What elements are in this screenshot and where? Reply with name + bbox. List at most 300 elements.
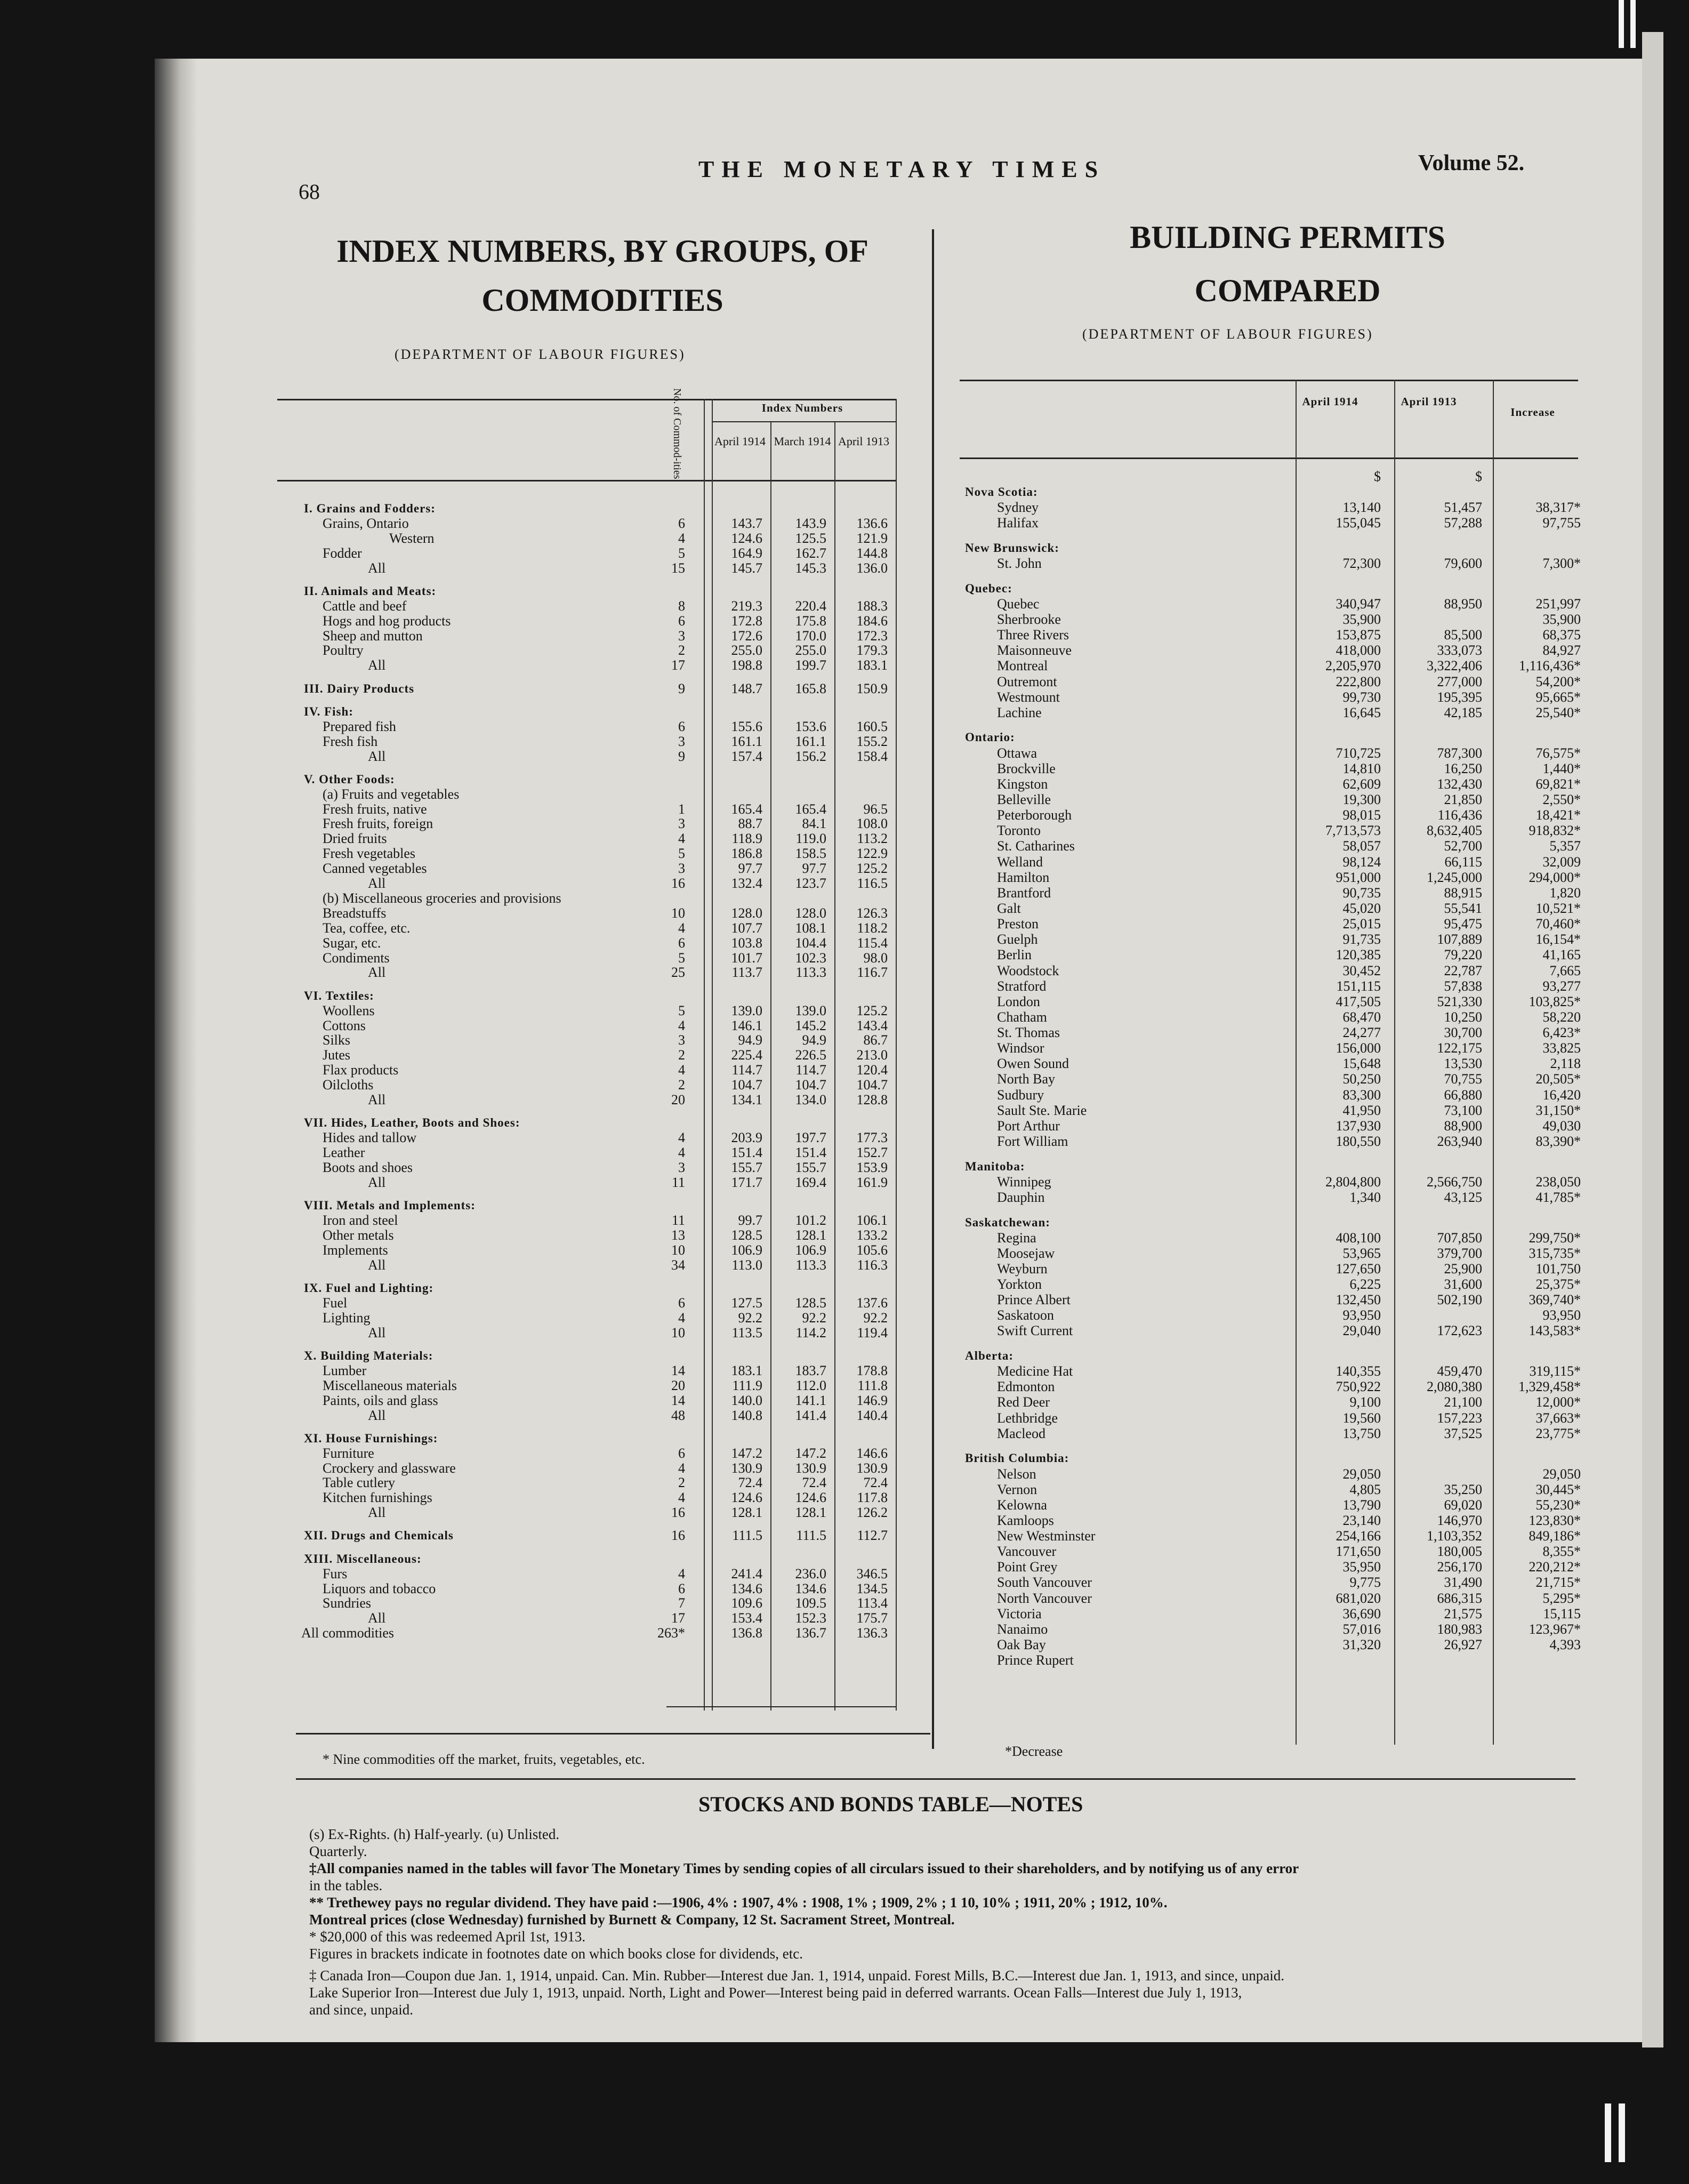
march-1914-cell: 183.7 — [795, 1362, 826, 1378]
april-1914-cell: 35,950 — [1342, 1559, 1381, 1575]
april-1914-cell: 13,140 — [1342, 500, 1381, 516]
april-1914-cell: 128.0 — [731, 905, 762, 921]
table-row — [0, 994, 1689, 1009]
april-1913-cell: 95,475 — [1444, 916, 1482, 932]
table-row — [0, 612, 1689, 627]
april-1914-cell: 53,965 — [1342, 1245, 1381, 1261]
note-line: * $20,000 of this was redeemed April 1st, 1913. — [309, 1929, 586, 1945]
april-1913-cell: 116.7 — [857, 965, 888, 981]
row-label: All — [368, 1325, 386, 1340]
april-1913-cell: 1,245,000 — [1427, 869, 1482, 885]
row-label: Peterborough — [997, 808, 1072, 823]
april-1914-cell: 186.8 — [731, 846, 762, 862]
april-1913-cell: 57,838 — [1444, 978, 1482, 994]
april-1914-cell: 93,950 — [1342, 1307, 1381, 1323]
increase-cell: 69,821* — [1535, 776, 1581, 792]
april-1913-cell: 16,250 — [1444, 760, 1482, 776]
increase-cell: 15,115 — [1543, 1605, 1581, 1621]
table-row — [0, 1607, 1689, 1621]
april-1913-cell: 137.6 — [856, 1295, 888, 1311]
table-row — [0, 777, 1689, 792]
april-1914-cell: 9,100 — [1349, 1394, 1381, 1410]
row-label: IX. Fuel and Lighting: — [304, 1281, 434, 1295]
row-label: Sherbrooke — [997, 612, 1061, 628]
row-label: Lethbridge — [997, 1410, 1058, 1426]
march-1914-cell: 151.4 — [795, 1145, 826, 1161]
march-1914-cell: 226.5 — [795, 1047, 826, 1063]
table-row — [0, 469, 1689, 484]
count-cell: 4 — [678, 1130, 685, 1146]
col-header-increase: Increase — [1510, 406, 1555, 419]
april-1913-cell: 21,850 — [1444, 792, 1482, 808]
march-1914-cell: 134.6 — [795, 1580, 826, 1596]
note-line: ‡ Canada Iron—Coupon due Jan. 1, 1914, unpaid. Can. Min. Rubber—Interest due Jan. 1, 1914, unpaid. Forest Mills, B.C.—Interest due Jan. 1, 1913, and since, unpaid. — [309, 1968, 1284, 1984]
april-1913-cell: 152.7 — [856, 1145, 888, 1161]
april-1914-cell: 750,922 — [1336, 1379, 1381, 1395]
table-row — [0, 1134, 1689, 1149]
march-1914-cell: 112.0 — [795, 1377, 826, 1393]
count-cell: 7 — [678, 1595, 685, 1611]
row-label: (b) Miscellaneous groceries and provisions — [323, 890, 561, 906]
april-1913-cell: 180,005 — [1437, 1544, 1482, 1560]
march-1914-cell: 139.0 — [795, 1002, 826, 1018]
note-line: and since, unpaid. — [309, 2002, 413, 2018]
row-label: Sudbury — [997, 1087, 1044, 1103]
april-1913-cell: 157,223 — [1437, 1410, 1482, 1426]
table-row — [0, 1103, 1689, 1118]
increase-cell: 4,393 — [1549, 1637, 1581, 1652]
march-1914-cell: 72.4 — [802, 1475, 826, 1491]
increase-cell: 25,375* — [1535, 1276, 1581, 1292]
april-1914-cell: 132,450 — [1336, 1292, 1381, 1308]
count-cell: 4 — [678, 1565, 685, 1581]
row-label: Regina — [997, 1230, 1036, 1246]
table-row — [0, 1262, 1689, 1276]
april-1914-cell: 83,300 — [1342, 1087, 1381, 1103]
march-1914-cell: 143.9 — [795, 515, 826, 531]
increase-cell: 38,317* — [1535, 500, 1581, 516]
april-1914-cell: 98,124 — [1342, 854, 1381, 870]
table-row — [0, 541, 1689, 556]
count-cell: 20 — [671, 1092, 685, 1108]
row-label: Fresh fish — [323, 734, 378, 749]
increase-cell: 319,115* — [1529, 1363, 1581, 1379]
row-label: Three Rivers — [997, 628, 1069, 643]
april-1913-cell: 55,541 — [1444, 900, 1482, 916]
increase-cell: 41,165 — [1542, 947, 1581, 963]
april-1914-cell: 151.4 — [731, 1145, 762, 1161]
april-1913-cell: 277,000 — [1437, 673, 1482, 689]
april-1913-cell: 10,250 — [1444, 1009, 1482, 1025]
row-label: Crockery and glassware — [323, 1460, 456, 1476]
march-1914-cell: 128.5 — [795, 1295, 826, 1311]
row-label: VIII. Metals and Implements: — [304, 1199, 476, 1213]
count-cell: 6 — [678, 1295, 685, 1311]
note-line: (s) Ex-Rights. (h) Half-yearly. (u) Unlisted. — [309, 1826, 560, 1842]
count-cell: 3 — [678, 733, 685, 749]
row-label: Fort William — [997, 1134, 1068, 1149]
april-1914-cell: 219.3 — [731, 598, 762, 614]
march-1914-cell: 104.7 — [795, 1077, 826, 1093]
row-label: Moosejaw — [997, 1246, 1055, 1261]
march-1914-cell: 141.4 — [795, 1407, 826, 1423]
row-label: Hogs and hog products — [323, 613, 451, 629]
row-label: Brantford — [997, 885, 1051, 901]
count-cell: 14 — [671, 1392, 685, 1408]
row-label: Westmount — [997, 689, 1060, 705]
count-cell: 17 — [671, 657, 685, 673]
april-1913-cell: 146.6 — [856, 1445, 888, 1461]
increase-cell: 10,521* — [1535, 900, 1581, 916]
april-1914-cell: 130.9 — [731, 1460, 762, 1476]
count-cell: 3 — [678, 861, 685, 877]
april-1913-cell: 115.4 — [857, 935, 888, 951]
row-label: All — [368, 1175, 386, 1190]
table-row — [0, 675, 1689, 689]
april-1914-cell: 2,804,800 — [1325, 1174, 1381, 1190]
april-1914-cell: 155.6 — [731, 718, 762, 734]
april-1913-cell: 73,100 — [1444, 1102, 1482, 1118]
row-label: Galt — [997, 901, 1021, 916]
row-label: Windsor — [997, 1041, 1044, 1056]
april-1914-cell: 106.9 — [731, 1242, 762, 1258]
april-1913-cell: 126.3 — [856, 905, 888, 921]
april-1913-cell: 113.2 — [857, 831, 888, 847]
april-1913-cell: 70,755 — [1444, 1071, 1482, 1087]
march-1914-cell: 130.9 — [795, 1460, 826, 1476]
row-label: V. Other Foods: — [304, 772, 395, 786]
april-1914-cell: 31,320 — [1342, 1637, 1381, 1652]
march-1914-cell: 153.6 — [795, 718, 826, 734]
count-cell: 10 — [671, 1242, 685, 1258]
april-1914-cell: 171,650 — [1336, 1544, 1381, 1560]
count-cell: 1 — [678, 801, 685, 817]
row-label: Paints, oils and glass — [323, 1393, 438, 1408]
april-1913-cell: 346.5 — [856, 1565, 888, 1581]
april-1913-cell: 116,436 — [1437, 807, 1482, 823]
april-1913-cell: 111.8 — [857, 1377, 888, 1393]
april-1914-cell: 172.8 — [731, 613, 762, 629]
april-1913-cell: 133.2 — [856, 1227, 888, 1243]
april-1913-cell: 121.9 — [856, 530, 888, 546]
april-1914-cell: 14,810 — [1342, 760, 1381, 776]
april-1914-cell: 104.7 — [731, 1077, 762, 1093]
count-cell: 5 — [678, 1002, 685, 1018]
march-1914-cell: 114.2 — [795, 1324, 826, 1340]
row-label: Western — [389, 531, 435, 546]
table-row — [0, 808, 1689, 823]
table-row — [0, 628, 1689, 643]
count-cell: 3 — [678, 1159, 685, 1175]
table-row — [0, 839, 1689, 854]
row-label: Ottawa — [997, 745, 1037, 761]
april-1914-cell: 203.9 — [731, 1130, 762, 1146]
april-1913-cell: 136.3 — [856, 1625, 888, 1641]
increase-cell: 369,740* — [1529, 1292, 1581, 1308]
row-label: Outremont — [997, 674, 1057, 689]
april-1914-cell: 94.9 — [738, 1032, 762, 1048]
april-1914-cell: 145.7 — [731, 560, 762, 576]
april-1914-cell: 710,725 — [1336, 745, 1381, 761]
table-row — [0, 823, 1689, 838]
april-1913-cell: 8,632,405 — [1427, 823, 1482, 839]
table-row — [0, 1591, 1689, 1606]
table-row — [0, 1637, 1689, 1652]
table-row — [0, 500, 1689, 515]
increase-cell: 6,423* — [1542, 1025, 1581, 1041]
april-1913-cell: 79,600 — [1444, 556, 1482, 572]
row-label: Lumber — [323, 1363, 367, 1378]
count-cell: 20 — [671, 1377, 685, 1393]
table-row — [0, 1119, 1689, 1134]
april-1913-cell: 143.4 — [856, 1017, 888, 1033]
march-1914-cell: 147.2 — [795, 1445, 826, 1461]
table-row — [0, 597, 1689, 612]
count-cell: 16 — [671, 876, 685, 892]
march-1914-cell: 94.9 — [802, 1032, 826, 1048]
april-1913-cell: 116.5 — [857, 876, 888, 892]
march-1914-cell: 145.3 — [795, 560, 826, 576]
april-1914-cell: 19,300 — [1342, 792, 1381, 808]
row-label: All — [368, 560, 386, 576]
march-1914-cell: 220.4 — [795, 598, 826, 614]
row-label: Toronto — [997, 823, 1041, 839]
table-row — [0, 1575, 1689, 1590]
april-1913-cell: 119.4 — [857, 1324, 888, 1340]
march-1914-cell: 109.5 — [795, 1595, 826, 1611]
row-label: Leather — [323, 1145, 365, 1161]
april-1914-cell: 137,930 — [1336, 1118, 1381, 1134]
april-1914-cell: 30,452 — [1342, 962, 1381, 978]
row-label: Hides and tallow — [323, 1130, 417, 1146]
april-1914-cell: 134.1 — [731, 1092, 762, 1108]
table-row — [0, 643, 1689, 658]
row-label: Nanaimo — [997, 1621, 1048, 1637]
row-label: Weyburn — [997, 1261, 1048, 1276]
row-label: British Columbia: — [965, 1451, 1069, 1465]
col-header-april-1914: April 1914 — [714, 435, 766, 448]
table-row — [0, 516, 1689, 531]
table-row — [0, 1308, 1689, 1323]
april-1913-cell: 25,900 — [1444, 1260, 1482, 1276]
increase-cell: 8,355* — [1542, 1544, 1581, 1560]
table-row — [0, 979, 1689, 994]
increase-cell: 70,460* — [1535, 916, 1581, 932]
april-1913-cell: 51,457 — [1444, 500, 1482, 516]
march-1914-cell: 236.0 — [795, 1565, 826, 1581]
march-1914-cell: 108.1 — [795, 920, 826, 936]
increase-cell: 29,050 — [1542, 1466, 1581, 1482]
april-1914-cell: 340,947 — [1336, 596, 1381, 612]
count-cell: 6 — [678, 1445, 685, 1461]
april-1913-cell: 66,880 — [1444, 1087, 1482, 1103]
row-label: Flax products — [323, 1063, 399, 1078]
count-cell: 17 — [671, 1610, 685, 1626]
increase-cell: 251,997 — [1535, 596, 1581, 612]
increase-cell: 32,009 — [1542, 854, 1581, 870]
increase-cell: 101,750 — [1535, 1260, 1581, 1276]
table-row — [0, 1426, 1689, 1441]
april-1914-cell: 7,713,573 — [1325, 823, 1381, 839]
april-1913-cell: 52,700 — [1444, 838, 1482, 854]
april-1913-cell: 35,250 — [1444, 1481, 1482, 1497]
april-1913-cell: 72.4 — [863, 1475, 888, 1491]
row-label: Yorkton — [997, 1277, 1042, 1292]
march-1914-cell: 136.7 — [795, 1625, 826, 1641]
row-label: Hamilton — [997, 870, 1050, 885]
increase-cell: 5,357 — [1549, 838, 1581, 854]
count-cell: 14 — [671, 1362, 685, 1378]
table-row — [0, 581, 1689, 596]
april-1914-cell: 41,950 — [1342, 1102, 1381, 1118]
april-1914-cell: 19,560 — [1342, 1410, 1381, 1426]
april-1913-cell: 79,220 — [1444, 947, 1482, 963]
april-1914-cell: 156,000 — [1336, 1040, 1381, 1056]
april-1914-cell: 118.9 — [731, 831, 762, 847]
row-label: Condiments — [323, 950, 390, 966]
row-label: New Brunswick: — [965, 541, 1059, 555]
april-1914-cell: 58,057 — [1342, 838, 1381, 854]
count-cell: 263* — [657, 1625, 685, 1641]
table-row — [0, 948, 1689, 962]
april-1913-cell: 37,525 — [1444, 1425, 1482, 1441]
increase-cell: 33,825 — [1542, 1040, 1581, 1056]
table-row — [0, 1544, 1689, 1559]
row-label: Sault Ste. Marie — [997, 1103, 1087, 1118]
april-1914-cell: 153,875 — [1336, 627, 1381, 643]
table-row — [0, 1482, 1689, 1497]
march-1914-cell: 128.1 — [795, 1505, 826, 1521]
march-1914-cell: 134.0 — [795, 1092, 826, 1108]
row-label: Sheep and mutton — [323, 628, 423, 644]
count-cell: 2 — [678, 1077, 685, 1093]
count-cell: 10 — [671, 1324, 685, 1340]
row-label: All — [368, 658, 386, 673]
march-1914-cell: 113.3 — [795, 1257, 826, 1273]
april-1913-cell: 128.8 — [856, 1092, 888, 1108]
row-label: Jutes — [323, 1048, 350, 1063]
row-label: Dauphin — [997, 1190, 1045, 1205]
march-1914-cell: 113.3 — [795, 965, 826, 981]
april-1913-cell: 92.2 — [863, 1310, 888, 1326]
april-1913-cell: 88,915 — [1444, 885, 1482, 901]
col-header-count: No. of Commod-ities — [671, 388, 683, 479]
row-label: XIII. Miscellaneous: — [304, 1552, 422, 1565]
increase-cell: 918,832* — [1529, 823, 1581, 839]
volume-label: Volume 52. — [1418, 151, 1525, 175]
april-1914-cell: 128.1 — [731, 1505, 762, 1521]
row-label: Dried fruits — [323, 831, 387, 847]
col-header-index: Index Numbers — [761, 402, 843, 414]
table-row — [0, 730, 1689, 745]
table-row — [0, 855, 1689, 870]
april-1913-cell: 57,288 — [1444, 515, 1482, 531]
increase-cell: 76,575* — [1535, 745, 1581, 761]
april-1913-cell: 116.3 — [857, 1257, 888, 1273]
march-1914-cell: 141.1 — [795, 1392, 826, 1408]
section-rule — [296, 1778, 1575, 1780]
april-1913-cell: 787,300 — [1437, 745, 1482, 761]
april-1913-cell: 21,100 — [1444, 1394, 1482, 1410]
april-1913-cell: 113.4 — [857, 1595, 888, 1611]
row-label: Fresh fruits, foreign — [323, 816, 433, 832]
increase-cell: 35,900 — [1542, 612, 1581, 628]
march-1914-cell: 175.8 — [795, 613, 826, 629]
count-cell: 9 — [678, 748, 685, 764]
count-cell: 4 — [678, 530, 685, 546]
table-row — [0, 1364, 1689, 1379]
april-1913-cell: 177.3 — [856, 1130, 888, 1146]
row-label: Sydney — [997, 500, 1039, 516]
row-label: Medicine Hat — [997, 1364, 1073, 1379]
table-row — [0, 1277, 1689, 1292]
april-1913-cell: 31,600 — [1444, 1276, 1482, 1292]
april-1914-cell: 24,277 — [1342, 1025, 1381, 1041]
table-row — [0, 1560, 1689, 1575]
april-1914-cell: 134.6 — [731, 1580, 762, 1596]
table-row — [0, 1175, 1689, 1190]
increase-cell: 31,150* — [1535, 1102, 1581, 1118]
table-row — [0, 932, 1689, 947]
march-1914-cell: 197.7 — [795, 1130, 826, 1146]
april-1914-cell: 143.7 — [731, 515, 762, 531]
april-1914-cell: 111.5 — [732, 1528, 762, 1544]
row-label: Furniture — [323, 1446, 374, 1461]
permits-source: (DEPARTMENT OF LABOUR FIGURES) — [1082, 326, 1373, 342]
april-1914-cell: 29,050 — [1342, 1466, 1381, 1482]
april-1914-cell: 183.1 — [731, 1362, 762, 1378]
count-cell: 4 — [678, 920, 685, 936]
row-label: Ontario: — [965, 730, 1015, 744]
row-label: Vancouver — [997, 1544, 1057, 1560]
row-label: South Vancouver — [997, 1575, 1092, 1591]
row-label: Guelph — [997, 932, 1038, 948]
april-1913-cell: 30,700 — [1444, 1025, 1482, 1041]
march-1914-cell: 101.2 — [795, 1213, 826, 1228]
increase-cell: 93,277 — [1542, 978, 1581, 994]
april-1913-cell: 146.9 — [856, 1392, 888, 1408]
row-label: II. Animals and Meats: — [304, 584, 437, 598]
row-label: Boots and shoes — [323, 1160, 413, 1175]
table-row — [0, 1190, 1689, 1205]
increase-cell: 84,927 — [1542, 643, 1581, 659]
april-1914-cell: 132.4 — [731, 876, 762, 892]
row-label: Brockville — [997, 761, 1056, 776]
april-1913-cell: 86.7 — [863, 1032, 888, 1048]
count-cell: 8 — [678, 598, 685, 614]
april-1913-cell: 88,950 — [1444, 596, 1482, 612]
march-1914-cell: 165.4 — [795, 801, 826, 817]
march-1914-cell: 97.7 — [802, 861, 826, 877]
increase-cell: 16,154* — [1535, 932, 1581, 948]
row-label: XII. Drugs and Chemicals — [304, 1529, 454, 1543]
row-label: Furs — [323, 1566, 348, 1581]
march-1914-cell: 104.4 — [795, 935, 826, 951]
april-1913-cell: 158.4 — [856, 748, 888, 764]
increase-cell: 7,665 — [1549, 962, 1581, 978]
april-1913-cell: 502,190 — [1437, 1292, 1482, 1308]
april-1913-cell: 521,330 — [1437, 993, 1482, 1009]
count-cell: 6 — [678, 935, 685, 951]
row-label: Fodder — [323, 545, 362, 561]
april-1913-cell: 104.7 — [856, 1077, 888, 1093]
row-label: Miscellaneous materials — [323, 1378, 457, 1393]
april-1914-cell: 139.0 — [731, 1002, 762, 1018]
april-1914-cell: 99,730 — [1342, 689, 1381, 705]
march-1914-cell: 156.2 — [795, 748, 826, 764]
row-label: Prepared fish — [323, 719, 396, 734]
row-label: Canned vegetables — [323, 861, 427, 877]
